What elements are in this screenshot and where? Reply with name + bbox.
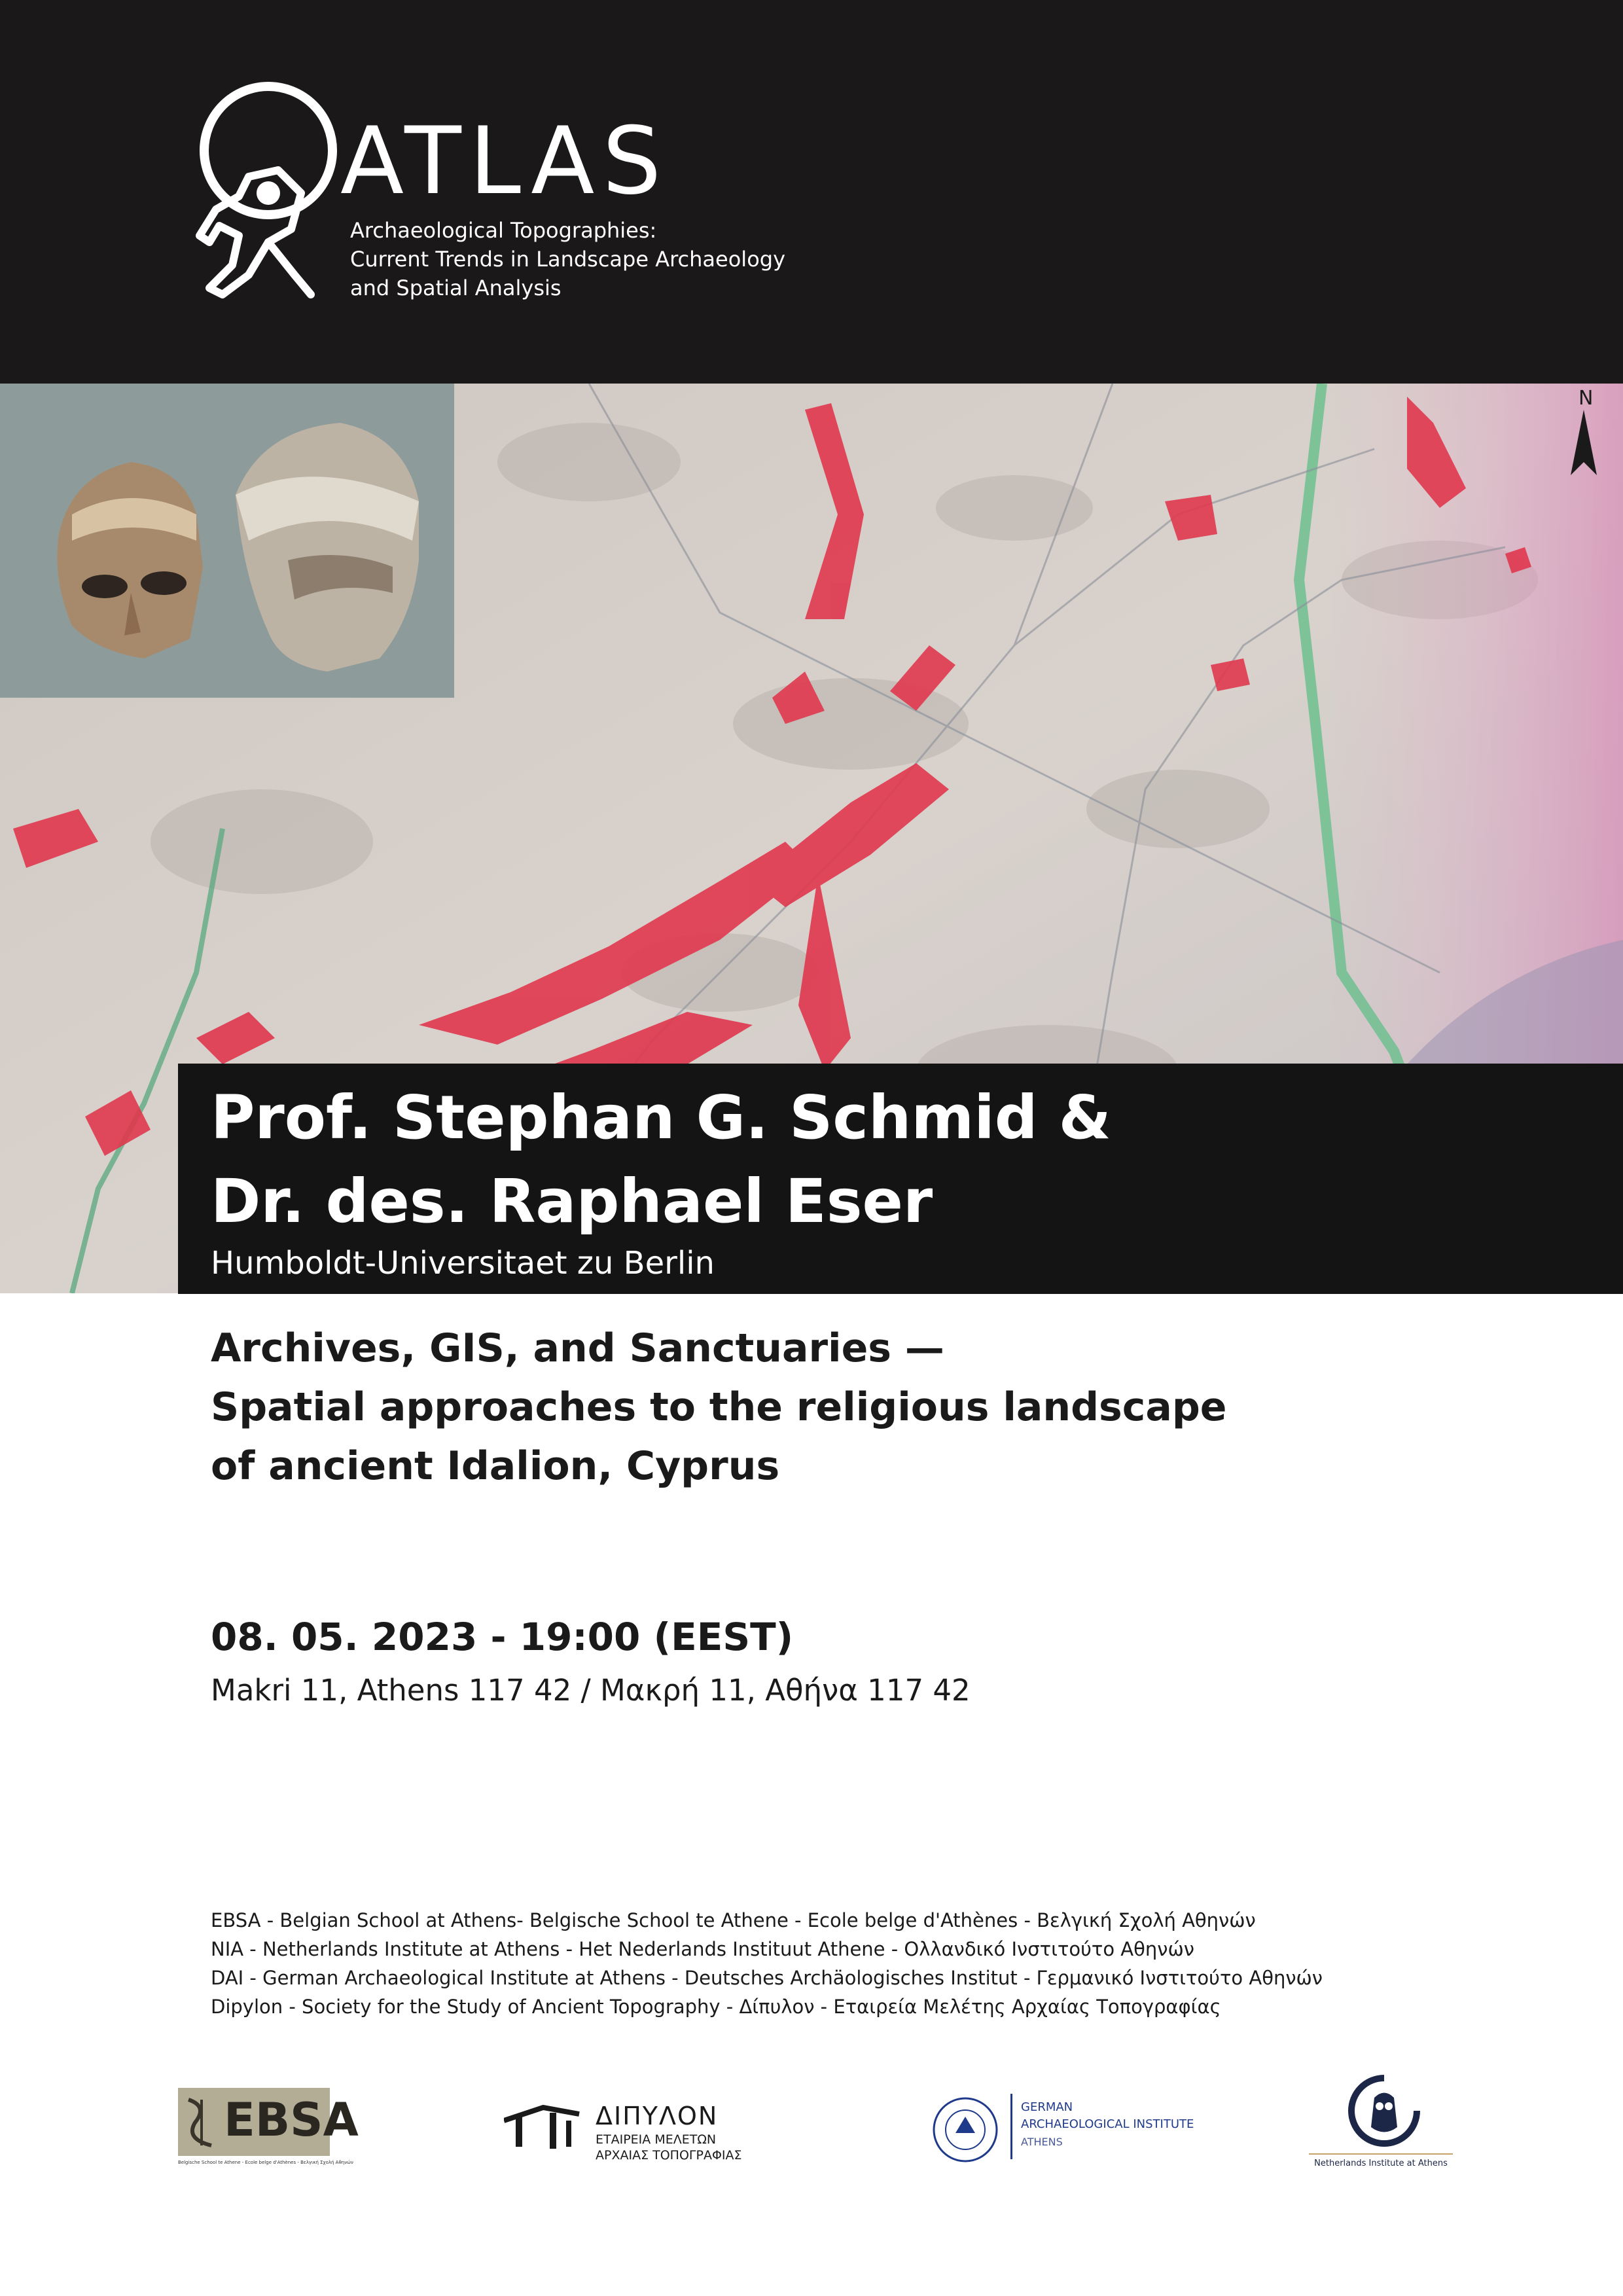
ebsa-logo xyxy=(178,2088,359,2173)
speaker-name-1: Prof. Stephan G. Schmid & xyxy=(211,1083,1111,1153)
atlas-subtitle-line-1: Archaeological Topographies: xyxy=(350,218,657,243)
talk-title-line-3: of ancient Idalion, Cyprus xyxy=(211,1443,780,1489)
header-band xyxy=(0,0,1623,384)
dai-logo xyxy=(929,2085,1194,2170)
dipylon-line-2: ΑΡΧΑΙΑΣ ΤΟΠΟΓΡΑΦΙΑΣ xyxy=(596,2148,742,2162)
ebsa-emblem-icon xyxy=(182,2093,221,2152)
partner-line-ebsa: EBSA - Belgian School at Athens- Belgische School te Athene - Ecole belge d'Athènes - Βελγική Σχολή Αθηνών xyxy=(211,1909,1256,1931)
dipylon-gate-icon xyxy=(504,2101,582,2153)
dipylon-line-1: ΕΤΑΙΡΕΙΑ ΜΕΛΕΤΩΝ xyxy=(596,2132,717,2147)
atlas-subtitle-line-2: Current Trends in Landscape Archaeology xyxy=(350,247,786,272)
dai-line-2: ARCHAEOLOGICAL INSTITUTE xyxy=(1021,2117,1194,2131)
terracotta-head-left-icon xyxy=(58,462,204,658)
dai-line-3: ATHENS xyxy=(1021,2136,1063,2148)
partner-line-dai: DAI - German Archaeological Institute at Athens - Deutsches Archäologisches Institut - Γερμανικό Ινστιτούτο Αθηνών xyxy=(211,1967,1323,1989)
event-address: Makri 11, Athens 117 42 / Μακρή 11, Αθήνα 117 42 xyxy=(211,1673,971,1708)
artifact-photo xyxy=(0,384,454,698)
event-datetime: 08. 05. 2023 - 19:00 (EEST) xyxy=(211,1615,794,1659)
talk-title-line-1: Archives, GIS, and Sanctuaries — xyxy=(211,1325,944,1371)
talk-title-line-2: Spatial approaches to the religious landscape xyxy=(211,1384,1227,1430)
nia-label: Netherlands Institute at Athens xyxy=(1314,2159,1448,2168)
speaker-affiliation: Humboldt-Universitaet zu Berlin xyxy=(211,1245,715,1282)
partner-line-dipylon: Dipylon - Society for the Study of Ancient Topography - Δίπυλον - Εταιρεία Μελέτης Αρχαίας Τοπογραφίας xyxy=(211,1996,1221,2018)
atlas-title: ATLAS xyxy=(340,107,669,215)
atlas-figure-icon xyxy=(170,79,366,314)
nia-logo xyxy=(1309,2068,1453,2186)
dai-seal-icon xyxy=(929,2094,1001,2166)
atlas-subtitle-line-3: and Spatial Analysis xyxy=(350,276,562,300)
ebsa-tagline: Belgische School te Athene - Ecole belge d'Athènes - Βελγική Σχολή Αθηνών xyxy=(178,2160,353,2165)
dai-line-1: GERMAN xyxy=(1021,2100,1073,2114)
speaker-name-2: Dr. des. Raphael Eser xyxy=(211,1166,933,1236)
partner-line-nia: NIA - Netherlands Institute at Athens - Het Nederlands Instituut Athene - Ολλανδικό Ινστιτούτο Αθηνών xyxy=(211,1938,1194,1960)
dipylon-logo xyxy=(504,2088,742,2173)
ebsa-label: EBSA xyxy=(224,2093,359,2147)
north-label: N xyxy=(1578,387,1594,410)
dipylon-name: ΔΙΠΥΛΟΝ xyxy=(596,2102,719,2130)
nia-owl-icon xyxy=(1348,2075,1420,2147)
